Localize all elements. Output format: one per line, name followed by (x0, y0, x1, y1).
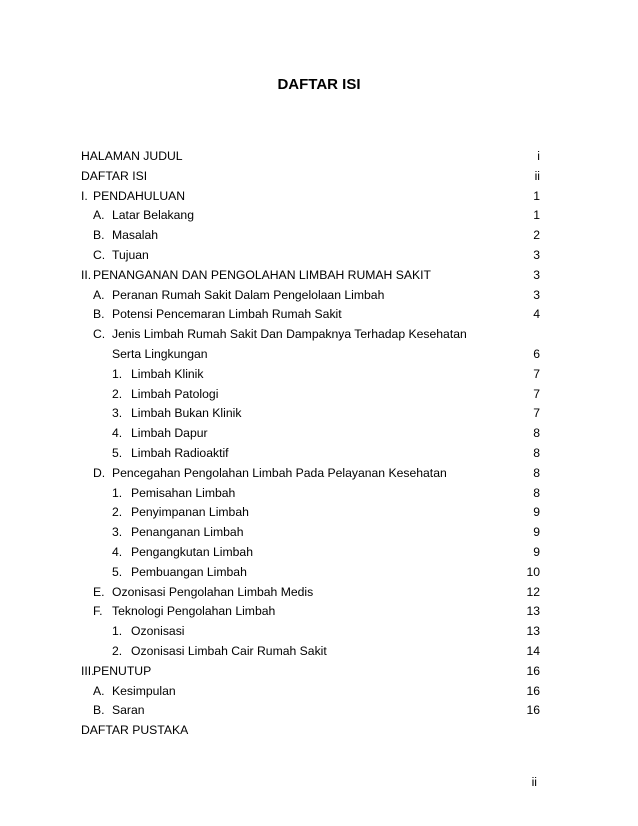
toc-entry-title: Limbah Patologi (131, 386, 219, 401)
toc-entry-title: Tujuan (112, 247, 149, 262)
toc-entry-page: 8 (533, 485, 540, 500)
toc-entry-page: 16 (526, 683, 540, 698)
toc-entry-number: B. (93, 307, 105, 322)
toc-entry-number: 1. (112, 624, 123, 639)
toc-entry (81, 464, 540, 484)
toc-entry (81, 523, 540, 543)
toc-entry (81, 266, 540, 286)
toc-entry-number: 2. (112, 386, 123, 401)
toc-entry-title: Masalah (112, 228, 159, 243)
toc-entry (81, 602, 540, 622)
toc-entry-page: 6 (533, 346, 540, 361)
toc-entry-number: C. (93, 247, 106, 262)
toc-entry (81, 147, 540, 167)
page-title: DAFTAR ISI (277, 76, 361, 93)
toc-entry-page: 4 (533, 307, 540, 322)
toc-entry-title: Ozonisasi (131, 624, 185, 639)
toc-entry (81, 424, 540, 444)
toc-entry (81, 543, 540, 563)
toc-entry-page: 3 (533, 287, 540, 302)
toc-entry-page: ii (534, 168, 540, 183)
toc-entry-number: D. (93, 465, 106, 480)
toc-entry-number: B. (93, 703, 105, 718)
toc-entry (81, 305, 540, 325)
toc-entry-number: 4. (112, 426, 123, 441)
toc-entry-title: Saran (112, 703, 145, 718)
toc-entry-title: Penyimpanan Limbah (131, 505, 249, 520)
toc-entry-page: 8 (533, 465, 540, 480)
toc-entry-title: Potensi Pencemaran Limbah Rumah Sakit (112, 307, 342, 322)
toc-entry-title: PENUTUP (93, 663, 152, 678)
toc-entry (81, 246, 540, 266)
toc-entry-page: 9 (533, 525, 540, 540)
toc-entry-page: 13 (526, 624, 540, 639)
toc-entry (81, 365, 540, 385)
toc-entry-page: 10 (526, 564, 540, 579)
toc-entry-title: Limbah Dapur (131, 426, 208, 441)
toc-entry-number: 1. (112, 485, 123, 500)
toc-entry-title: HALAMAN JUDUL (81, 149, 183, 163)
toc-entry-page: 3 (533, 247, 540, 262)
toc-entry-number: B. (93, 228, 105, 243)
toc-entry-number: 5. (112, 564, 123, 579)
toc-entry-title: Pembuangan Limbah (131, 564, 247, 579)
toc-entry (81, 662, 540, 682)
toc-entry-page: 16 (526, 703, 540, 718)
toc-entry-title: DAFTAR PUSTAKA (81, 723, 189, 738)
toc-entry-number: C. (93, 327, 106, 342)
toc-entry-page: 8 (533, 426, 540, 441)
toc-entry (81, 167, 540, 187)
toc-entry-number: F. (93, 604, 103, 619)
toc-entry (81, 385, 540, 405)
toc-entry-page: 16 (526, 663, 540, 678)
toc-entry (81, 563, 540, 583)
toc-entry-number: A. (93, 287, 105, 302)
toc-entry-page: 9 (533, 544, 540, 559)
toc-entry (81, 404, 540, 424)
toc-entry (81, 206, 540, 226)
page-number-footer: ii (531, 775, 537, 789)
toc-entry-page: 8 (533, 445, 540, 460)
toc-entry (81, 325, 540, 345)
toc-entry-page: 12 (526, 584, 540, 599)
toc-entry-page: 7 (533, 386, 540, 401)
toc-entry-number: 5. (112, 445, 123, 460)
toc-entry-title: PENDAHULUAN (93, 188, 186, 203)
toc-entry-number: A. (93, 208, 105, 223)
toc-entry-number: I. (81, 188, 88, 203)
toc-entry-title: Latar Belakang (112, 208, 194, 223)
toc-entry (81, 503, 540, 523)
toc-entry-number: 2. (112, 505, 123, 520)
toc-entry-title: Limbah Klinik (131, 366, 204, 381)
toc-entry (81, 444, 540, 464)
toc-entry (81, 286, 540, 306)
toc-entry-number: 1. (112, 366, 123, 381)
toc-entry-number: A. (93, 683, 105, 698)
toc-entry-number: 4. (112, 544, 123, 559)
toc-entry-page: 7 (533, 406, 540, 421)
toc-entry-page: 1 (533, 208, 540, 223)
toc-entry (81, 226, 540, 246)
toc-entry (81, 484, 540, 504)
toc-entry-title: Serta Lingkungan (112, 346, 208, 361)
toc-entry (81, 345, 540, 365)
toc-entry (81, 642, 540, 662)
toc-entry-title: Pemisahan Limbah (131, 485, 236, 500)
toc-entry-page: 13 (526, 604, 540, 619)
toc-entry (81, 187, 540, 207)
toc-entry-number: E. (93, 584, 105, 599)
toc-entry (81, 622, 540, 642)
toc-entry-number: 2. (112, 643, 123, 658)
toc-entry-page: 7 (533, 366, 540, 381)
toc-entry-title: Peranan Rumah Sakit Dalam Pengelolaan Limbah (112, 287, 385, 302)
toc-entry (81, 583, 540, 603)
toc-entry-title: Pengangkutan Limbah (131, 544, 253, 559)
toc-entry-page: 14 (526, 643, 540, 658)
toc-entry (81, 721, 540, 741)
toc-entry-title: PENANGANAN DAN PENGOLAHAN LIMBAH RUMAH SAKIT (93, 267, 431, 282)
toc-entry-page: 3 (533, 267, 540, 282)
toc-entry-title: Limbah Bukan Klinik (131, 406, 242, 421)
toc-entry (81, 682, 540, 702)
toc-entry-page: i (537, 149, 540, 163)
toc-entry-title: Jenis Limbah Rumah Sakit Dan Dampaknya Terhadap Kesehatan (112, 327, 467, 342)
toc-entry-title: Penanganan Limbah (131, 525, 244, 540)
toc-entry-page: 9 (533, 505, 540, 520)
toc-entry-number: 3. (112, 525, 123, 540)
toc-entry-title: Kesimpulan (112, 683, 176, 698)
table-of-contents (81, 147, 540, 741)
toc-entry-number: II. (81, 267, 92, 282)
toc-entry (81, 701, 540, 721)
toc-entry-title: Teknologi Pengolahan Limbah (112, 604, 276, 619)
toc-entry-title: Pencegahan Pengolahan Limbah Pada Pelayanan Kesehatan (112, 465, 447, 480)
toc-entry-title: DAFTAR ISI (81, 168, 148, 183)
toc-entry-title: Ozonisasi Limbah Cair Rumah Sakit (131, 643, 327, 658)
toc-entry-page: 1 (533, 188, 540, 203)
toc-entry-title: Ozonisasi Pengolahan Limbah Medis (112, 584, 314, 599)
toc-entry-title: Limbah Radioaktif (131, 445, 229, 460)
toc-entry-number: 3. (112, 406, 123, 421)
toc-entry-page: 2 (533, 228, 540, 243)
toc-entry-number: III. (81, 663, 95, 678)
